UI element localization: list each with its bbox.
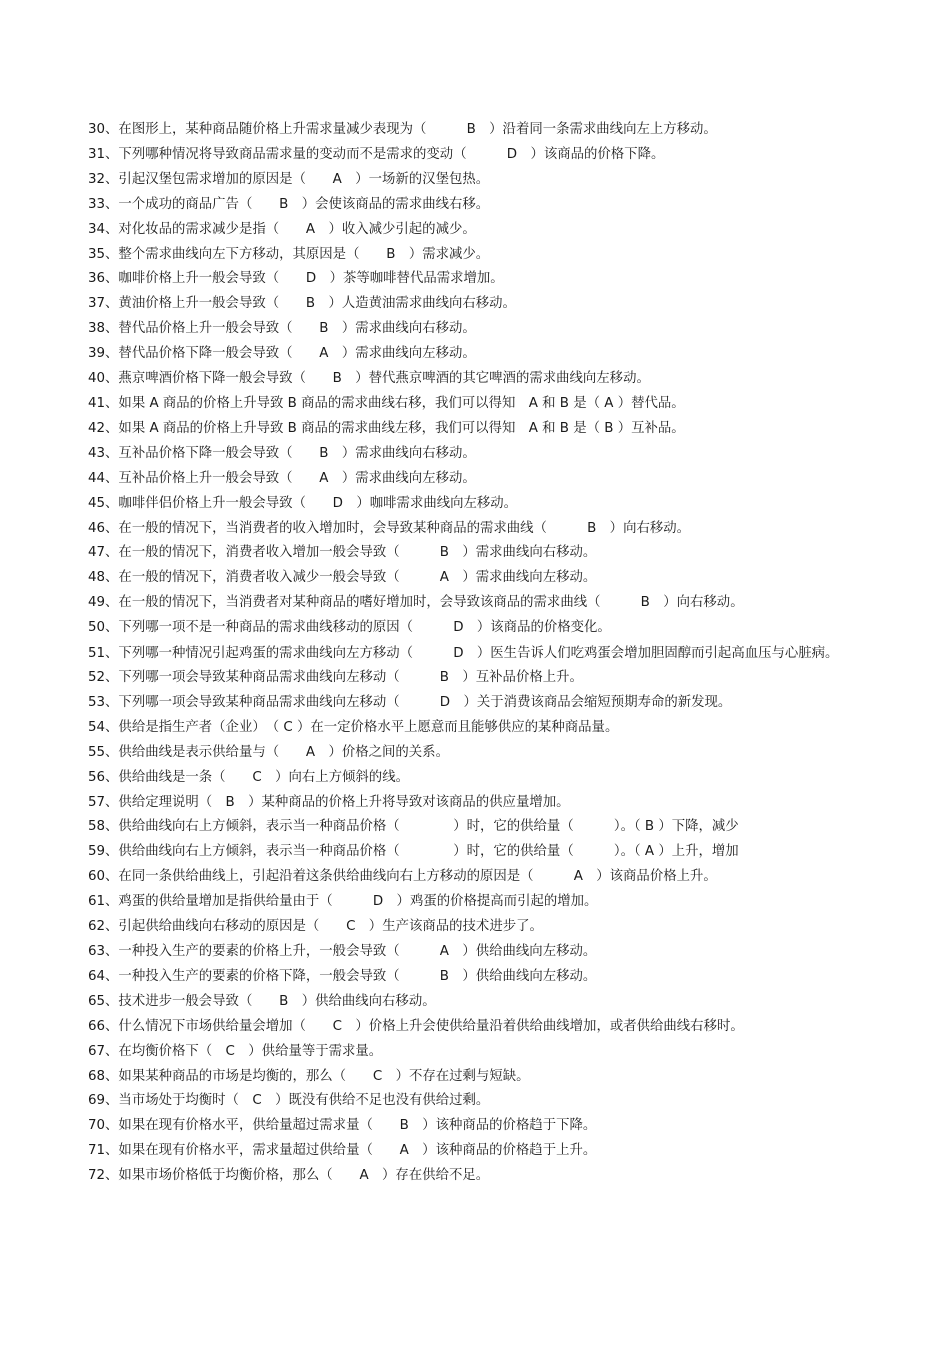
question-item: 45、咖啡伴侣价格上升一般会导致（ D ）咖啡需求曲线向左移动。 (88, 495, 518, 511)
question-item: 31、下列哪种情况将导致商品需求量的变动而不是需求的变动（ D ）该商品的价格下降。 (88, 146, 665, 162)
question-item: 55、供给曲线是表示供给量与（ A ）价格之间的关系。 (88, 744, 449, 760)
question-item: 54、供给是指生产者（企业） （ C ）在一定价格水平上愿意而且能够供应的某种商品量。 (88, 719, 619, 735)
question-list (88, 118, 848, 1189)
question-item: 41、如果 A 商品的价格上升导致 B 商品的需求曲线右移，我们可以得知 A 和 B 是（ A ）替代品。 (88, 395, 685, 411)
question-item: 69、当市场处于均衡时（ C ）既没有供给不足也没有供给过剩。 (88, 1093, 490, 1109)
question-item: 71、如果在现有价格水平，需求量超过供给量（ A ）该种商品的价格趋于上升。 (88, 1143, 597, 1159)
question-item: 62、引起供给曲线向右移动的原因是（ C ）生产该商品的技术进步了。 (88, 919, 543, 935)
question-item: 43、互补品价格下降一般会导致（ B ）需求曲线向右移动。 (88, 445, 476, 461)
question-item: 53、下列哪一项会导致某种商品需求曲线向左移动（ D ）关于消费该商品会缩短预期寿命的新发现。 (88, 694, 732, 710)
question-item: 57、供给定理说明（ B ）某种商品的价格上升将导致对该商品的供应量增加。 (88, 794, 570, 810)
question-item: 46、在一般的情况下，当消费者的收入增加时，会导致某种商品的需求曲线（ B ）向右移动。 (88, 520, 691, 536)
question-item: 38、替代品价格上升一般会导致（ B ）需求曲线向右移动。 (88, 321, 476, 337)
question-item: 44、互补品价格上升一般会导致（ A ）需求曲线向左移动。 (88, 470, 476, 486)
question-item: 37、黄油价格上升一般会导致（ B ）人造黄油需求曲线向右移动。 (88, 296, 516, 312)
question-item: 47、在一般的情况下，消费者收入增加一般会导致（ B ）需求曲线向右移动。 (88, 545, 597, 561)
question-item: 39、替代品价格下降一般会导致（ A ）需求曲线向左移动。 (88, 346, 476, 362)
question-item: 68、如果某种商品的市场是均衡的，那么（ C ）不存在过剩与短缺。 (88, 1068, 530, 1084)
question-item: 61、鸡蛋的供给量增加是指供给量由于（ D ）鸡蛋的价格提高而引起的增加。 (88, 894, 598, 910)
question-item: 60、在同一条供给曲线上，引起沿着这条供给曲线向右上方移动的原因是（ A ）该商品价格上升。 (88, 869, 717, 885)
question-item: 33、一个成功的商品广告（ B ）会使该商品的需求曲线右移。 (88, 196, 490, 212)
question-item: 72、如果市场价格低于均衡价格，那么（ A ）存在供给不足。 (88, 1168, 490, 1184)
question-item: 59、供给曲线向右上方倾斜，表示当一种商品价格（ ）时，它的供给量（ ）。（ A ）上升，增加 (88, 844, 739, 860)
question-item: 70、如果在现有价格水平，供给量超过需求量（ B ）该种商品的价格趋于下降。 (88, 1118, 597, 1134)
question-item: 42、如果 A 商品的价格上升导致 B 商品的需求曲线左移，我们可以得知 A 和 B 是（ B ）互补品。 (88, 420, 685, 436)
question-item: 40、燕京啤酒价格下降一般会导致（ B ）替代燕京啤酒的其它啤酒的需求曲线向左移动。 (88, 371, 650, 387)
question-item: 50、下列哪一项不是一种商品的需求曲线移动的原因（ D ）该商品的价格变化。 (88, 620, 611, 636)
question-item: 34、对化妆品的需求减少是指（ A ）收入减少引起的减少。 (88, 221, 476, 237)
question-item: 52、下列哪一项会导致某种商品需求曲线向左移动（ B ）互补品价格上升。 (88, 670, 583, 686)
question-item: 65、技术进步一般会导致（ B ）供给曲线向右移动。 (88, 993, 436, 1009)
question-item: 67、在均衡价格下（ C ）供给量等于需求量。 (88, 1043, 383, 1059)
question-item: 63、一种投入生产的要素的价格上升，一般会导致（ A ）供给曲线向左移动。 (88, 944, 597, 959)
question-item: 30、在图形上，某种商品随价格上升需求量减少表现为（ B ）沿着同一条需求曲线向左上方移动。 (88, 122, 717, 137)
question-item: 35、整个需求曲线向左下方移动，其原因是（ B ）需求减少。 (88, 246, 490, 262)
question-item: 36、咖啡价格上升一般会导致（ D ）茶等咖啡替代品需求增加。 (88, 271, 504, 287)
question-item: 51、下列哪一种情况引起鸡蛋的需求曲线向左方移动（ D ）医生告诉人们吃鸡蛋会增加胆固醇而引起高血压与心脏病。 (88, 646, 839, 662)
question-item: 49、在一般的情况下，当消费者对某种商品的嗜好增加时，会导致该商品的需求曲线（ B ）向右移动。 (88, 595, 744, 611)
question-item: 56、供给曲线是一条（ C ）向右上方倾斜的线。 (88, 769, 409, 785)
question-item: 48、在一般的情况下，消费者收入减少一般会导致（ A ）需求曲线向左移动。 (88, 570, 597, 586)
question-item: 32、引起汉堡包需求增加的原因是（ A ）一场新的汉堡包热。 (88, 171, 490, 187)
question-item: 64、一种投入生产的要素的价格下降，一般会导致（ B ）供给曲线向左移动。 (88, 968, 597, 984)
question-item: 58、供给曲线向右上方倾斜，表示当一种商品价格（ ）时，它的供给量（ ）。（ B ）下降，减少 (88, 819, 739, 835)
question-item: 66、什么情况下市场供给量会增加（ C ）价格上升会使供给量沿着供给曲线增加，或者供给曲线右移时。 (88, 1018, 744, 1034)
